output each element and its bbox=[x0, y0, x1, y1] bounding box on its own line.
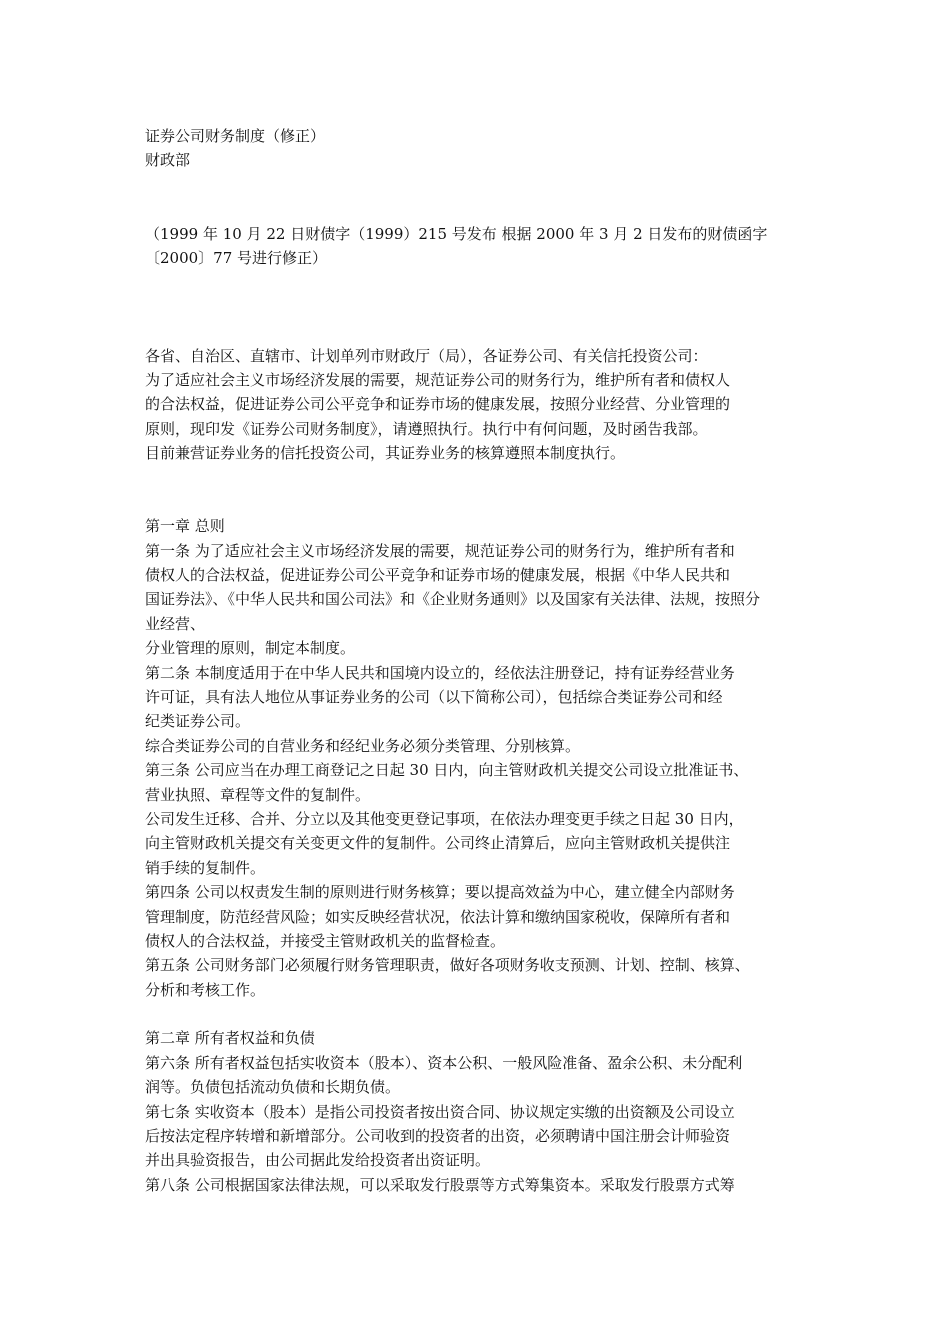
notice-line: 目前兼营证券业务的信托投资公司，其证券业务的核算遵照本制度执行。 bbox=[145, 444, 626, 463]
notice-section bbox=[145, 344, 815, 466]
spacer bbox=[145, 173, 815, 197]
chapter-1-line: 分析和考核工作。 bbox=[145, 980, 266, 999]
chapter-1-line: 纪类证券公司。 bbox=[145, 712, 251, 731]
spacer bbox=[145, 295, 815, 319]
chapter-1-line: 许可证，具有法人地位从事证券业务的公司（以下简称公司），包括综合类证券公司和经 bbox=[145, 687, 723, 706]
spacer bbox=[145, 1002, 815, 1026]
chapter-2-title: 第二章 所有者权益和负债 bbox=[145, 1029, 315, 1048]
chapter-1-line: 债权人的合法权益，并接受主管财政机关的监督检查。 bbox=[145, 931, 506, 950]
revision-note-line: （1999 年 10 月 22 日财债字（1999）215 号发布 根据 2000 年 3 月 2 日发布的财债函字 bbox=[145, 224, 768, 243]
chapter-1-line: 业经营、 bbox=[145, 614, 206, 633]
spacer bbox=[145, 465, 815, 489]
chapter-2 bbox=[145, 1026, 815, 1197]
spacer bbox=[145, 197, 815, 221]
chapter-1-line: 第一条 为了适应社会主义市场经济发展的需要，规范证券公司的财务行为，维护所有者和 bbox=[145, 541, 735, 560]
spacer bbox=[145, 319, 815, 343]
chapter-1-line: 分业管理的原则，制定本制度。 bbox=[145, 639, 356, 658]
chapter-1-line: 销手续的复制件。 bbox=[145, 858, 266, 877]
notice-line: 为了适应社会主义市场经济发展的需要，规范证券公司的财务行为，维护所有者和债权人 bbox=[145, 370, 731, 389]
chapter-1-line: 管理制度，防范经营风险；如实反映经营状况，依法计算和缴纳国家税收，保障所有者和 bbox=[145, 907, 731, 926]
chapter-1-line: 第四条 公司以权责发生制的原则进行财务核算；要以提高效益为中心，建立健全内部财务 bbox=[145, 883, 735, 902]
chapter-1-line: 营业执照、章程等文件的复制件。 bbox=[145, 785, 371, 804]
chapter-1-line: 第三条 公司应当在办理工商登记之日起 30 日内，向主管财政机关提交公司设立批准证书、 bbox=[145, 761, 749, 780]
chapter-1-line: 公司发生迁移、合并、分立以及其他变更登记事项，在依法办理变更手续之日起 30 日内， bbox=[145, 809, 744, 828]
document-issuer: 财政部 bbox=[145, 151, 191, 170]
chapter-1-line: 债权人的合法权益，促进证券公司公平竞争和证券市场的健康发展，根据《中华人民共和 bbox=[145, 566, 731, 585]
document-title: 证券公司财务制度（修正） bbox=[145, 127, 326, 145]
notice-line: 各省、自治区、直辖市、计划单列市财政厅（局），各证券公司、有关信托投资公司： bbox=[145, 346, 708, 365]
chapter-1-line: 向主管财政机关提交有关变更文件的复制件。公司终止清算后，应向主管财政机关提供注 bbox=[145, 834, 731, 853]
chapter-2-line: 并出具验资报告，由公司据此发给投资者出资证明。 bbox=[145, 1151, 491, 1170]
chapter-2-line: 第六条 所有者权益包括实收资本（股本）、资本公积、一般风险准备、盈余公积、未分配利 bbox=[145, 1053, 743, 1072]
chapter-2-line: 后按法定程序转增和新增部分。公司收到的投资者的出资，必须聘请中国注册会计师验资 bbox=[145, 1127, 731, 1146]
chapter-1-title: 第一章 总则 bbox=[145, 517, 225, 536]
chapter-2-line: 第七条 实收资本（股本）是指公司投资者按出资合同、协议规定实缴的出资额及公司设立 bbox=[145, 1102, 735, 1121]
chapter-1-line: 第二条 本制度适用于在中华人民共和国境内设立的，经依法注册登记，持有证券经营业务 bbox=[145, 663, 735, 682]
chapter-2-line: 第八条 公司根据国家法律法规，可以采取发行股票等方式筹集资本。采取发行股票方式筹 bbox=[145, 1175, 735, 1194]
chapter-1-line: 综合类证券公司的自营业务和经纪业务必须分类管理、分别核算。 bbox=[145, 736, 581, 755]
chapter-1-line: 国证券法》、《中华人民共和国公司法》和《企业财务通则》以及国家有关法律、法规，按照分 bbox=[145, 590, 761, 609]
spacer bbox=[145, 270, 815, 294]
chapter-1-line: 第五条 公司财务部门必须履行财务管理职责，做好各项财务收支预测、计划、控制、核算、 bbox=[145, 956, 750, 975]
notice-line: 的合法权益，促进证券公司公平竞争和证券市场的健康发展，按照分业经营、分业管理的 bbox=[145, 395, 731, 414]
notice-line: 原则，现印发《证券公司财务制度》，请遵照执行。执行中有何问题，及时函告我部。 bbox=[145, 419, 708, 438]
document-page bbox=[145, 124, 815, 1197]
spacer bbox=[145, 490, 815, 514]
chapter-2-line: 润等。负债包括流动负债和长期负债。 bbox=[145, 1078, 401, 1097]
revision-note-line: 〔2000〕77 号进行修正） bbox=[145, 248, 328, 267]
revision-note bbox=[145, 222, 815, 271]
chapter-1 bbox=[145, 514, 815, 1002]
